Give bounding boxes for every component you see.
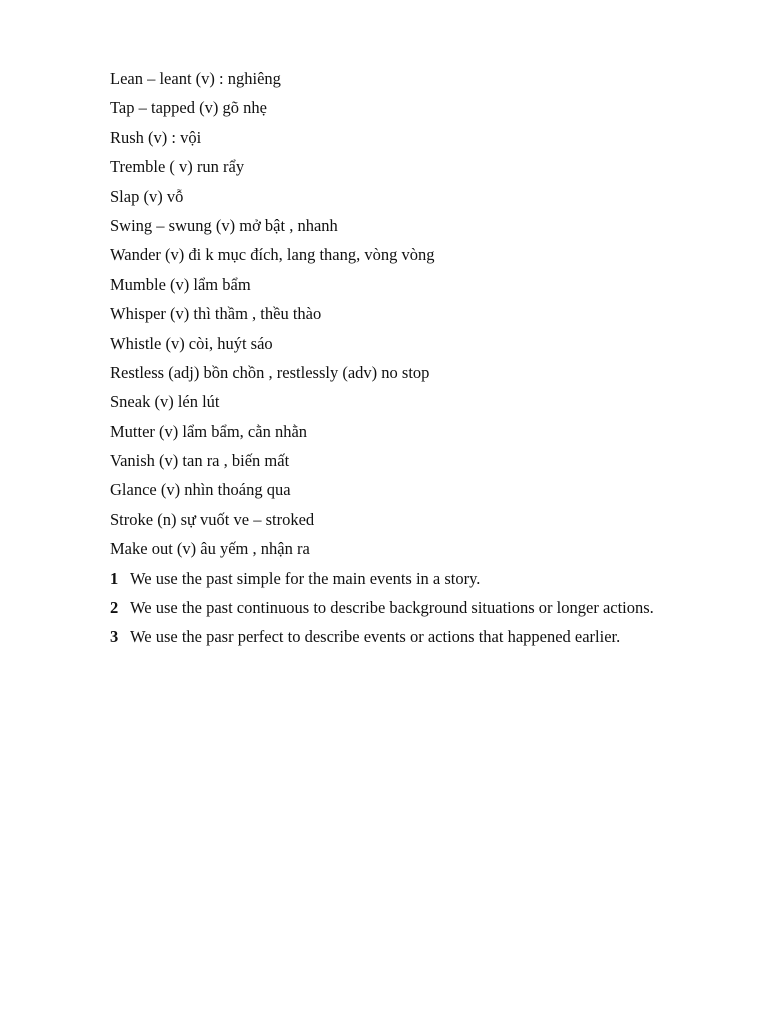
grammar-rule [110, 622, 730, 651]
rule-number: 2 [110, 598, 119, 618]
vocab-item: Tap – tapped (v) gõ nhẹ [110, 98, 267, 118]
vocab-item: Make out (v) âu yếm , nhận ra [110, 539, 310, 559]
vocab-item: Whistle (v) còi, huýt sáo [110, 333, 273, 353]
vocab-item: Wander (v) đi k mục đích, lang thang, vòng vòng [110, 245, 435, 265]
vocab-item: Lean – leant (v) : nghiêng [110, 69, 281, 88]
vocab-item: Swing – swung (v) mở bật , nhanh [110, 215, 338, 235]
vocab-item: Rush (v) : vội [110, 127, 202, 147]
vocab-item: Sneak (v) lén lút [110, 392, 220, 412]
rule-text: We use the past continuous to describe background situations or longer actions. [130, 598, 654, 618]
vocabulary-list [110, 64, 730, 564]
vocab-item: Slap (v) vỗ [110, 186, 184, 206]
vocab-item: Vanish (v) tan ra , biến mất [110, 451, 290, 471]
vocab-item: Mumble (v) lẩm bẩm [110, 274, 251, 294]
rule-text: We use the pasr perfect to describe events or actions that happened earlier. [130, 627, 621, 647]
document-page [110, 64, 730, 652]
vocab-item: Glance (v) nhìn thoáng qua [110, 480, 291, 500]
rule-number: 1 [110, 568, 119, 588]
grammar-rules-list [110, 564, 730, 652]
vocab-item: Stroke (n) sự vuốt ve – stroked [110, 509, 315, 529]
vocab-item: Whisper (v) thì thầm , thều thào [110, 304, 322, 324]
rule-text: We use the past simple for the main events in a story. [130, 568, 481, 588]
grammar-rule [110, 593, 730, 622]
vocab-item: Tremble ( v) run rẩy [110, 157, 245, 177]
vocab-item: Mutter (v) lẩm bẩm, cằn nhằn [110, 421, 308, 441]
grammar-rule [110, 564, 730, 593]
vocab-item: Restless (adj) bồn chồn , restlessly (adv) no stop [110, 362, 430, 382]
rule-number: 3 [110, 627, 119, 647]
